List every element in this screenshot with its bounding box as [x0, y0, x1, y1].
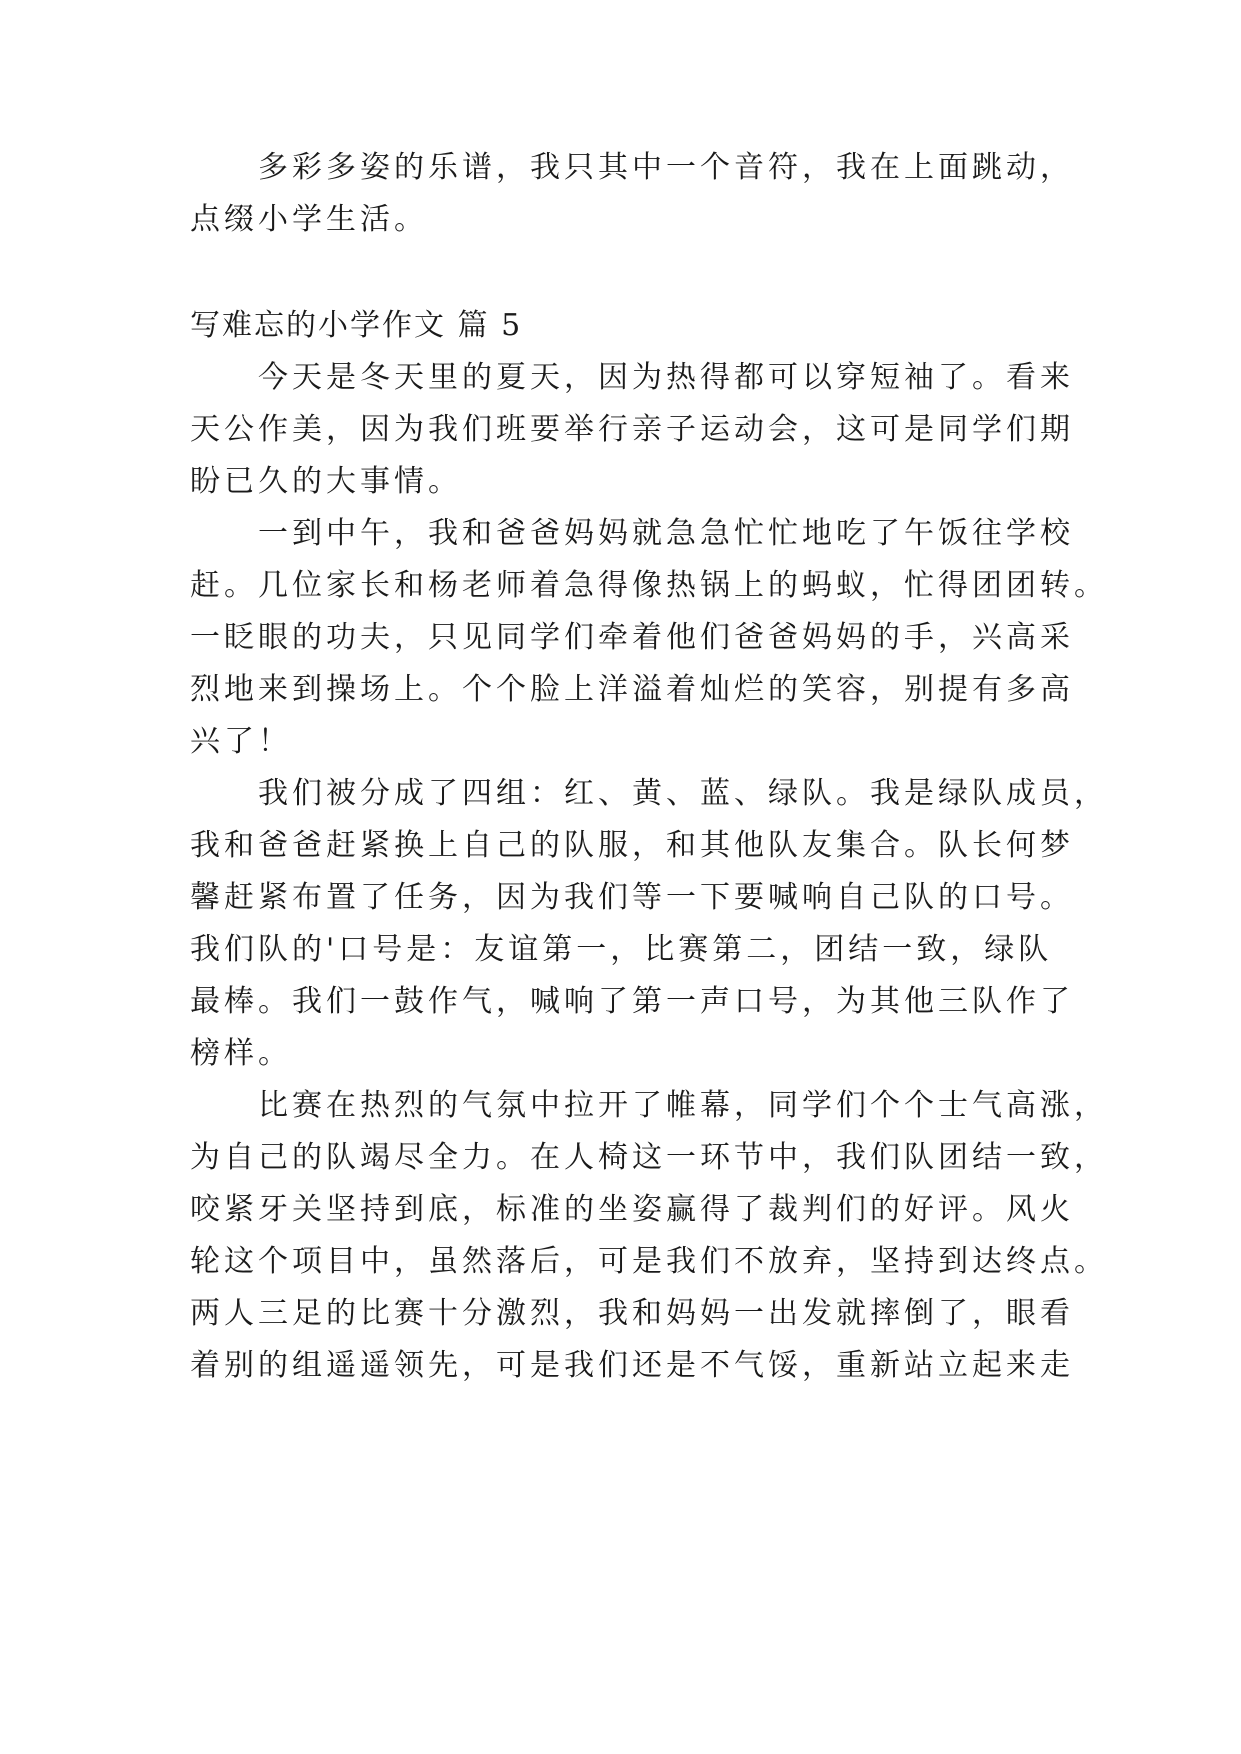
paragraph-line: 馨赶紧布置了任务，因为我们等一下要喊响自己队的口号。 — [190, 880, 1074, 915]
paragraph-line: 烈地来到操场上。个个脸上洋溢着灿烂的笑容，别提有多高 — [190, 672, 1074, 707]
paragraph-line: 盼已久的大事情。 — [190, 464, 462, 499]
paragraph-line: 我们队的'口号是：友谊第一，比赛第二，团结一致，绿队 — [190, 932, 1053, 967]
paragraph-line: 兴了！ — [190, 724, 292, 759]
paragraph-line: 榜样。 — [190, 1036, 292, 1071]
paragraph-line: 天公作美，因为我们班要举行亲子运动会，这可是同学们期 — [190, 412, 1074, 447]
paragraph-line: 轮这个项目中，虽然落后，可是我们不放弃，坚持到达终点。 — [190, 1244, 1108, 1279]
paragraph-line: 为自己的队竭尽全力。在人椅这一环节中，我们队团结一致， — [190, 1140, 1108, 1175]
section-heading: 写难忘的小学作文 篇 5 — [190, 308, 523, 343]
paragraph-line: 我和爸爸赶紧换上自己的队服，和其他队友集合。队长何梦 — [190, 828, 1074, 863]
paragraph-line: 咬紧牙关坚持到底，标准的坐姿赢得了裁判们的好评。风火 — [190, 1192, 1074, 1227]
paragraph-line: 一眨眼的功夫，只见同学们牵着他们爸爸妈妈的手，兴高采 — [190, 620, 1074, 655]
paragraph-line: 今天是冬天里的夏天，因为热得都可以穿短袖了。看来 — [258, 360, 1074, 395]
paragraph-line: 最棒。我们一鼓作气，喊响了第一声口号，为其他三队作了 — [190, 984, 1074, 1019]
paragraph-line: 着别的组遥遥领先，可是我们还是不气馁，重新站立起来走 — [190, 1348, 1074, 1383]
paragraph-line: 点缀小学生活。 — [190, 202, 428, 237]
paragraph-line: 一到中午，我和爸爸妈妈就急急忙忙地吃了午饭往学校 — [258, 516, 1074, 551]
paragraph-line: 赶。几位家长和杨老师着急得像热锅上的蚂蚁，忙得团团转。 — [190, 568, 1108, 603]
paragraph-line: 我们被分成了四组：红、黄、蓝、绿队。我是绿队成员， — [258, 776, 1108, 811]
paragraph-line: 比赛在热烈的气氛中拉开了帷幕，同学们个个士气高涨， — [258, 1088, 1108, 1123]
paragraph-line: 两人三足的比赛十分激烈，我和妈妈一出发就摔倒了，眼看 — [190, 1296, 1074, 1331]
paragraph-line: 多彩多姿的乐谱，我只其中一个音符，我在上面跳动， — [258, 150, 1074, 185]
